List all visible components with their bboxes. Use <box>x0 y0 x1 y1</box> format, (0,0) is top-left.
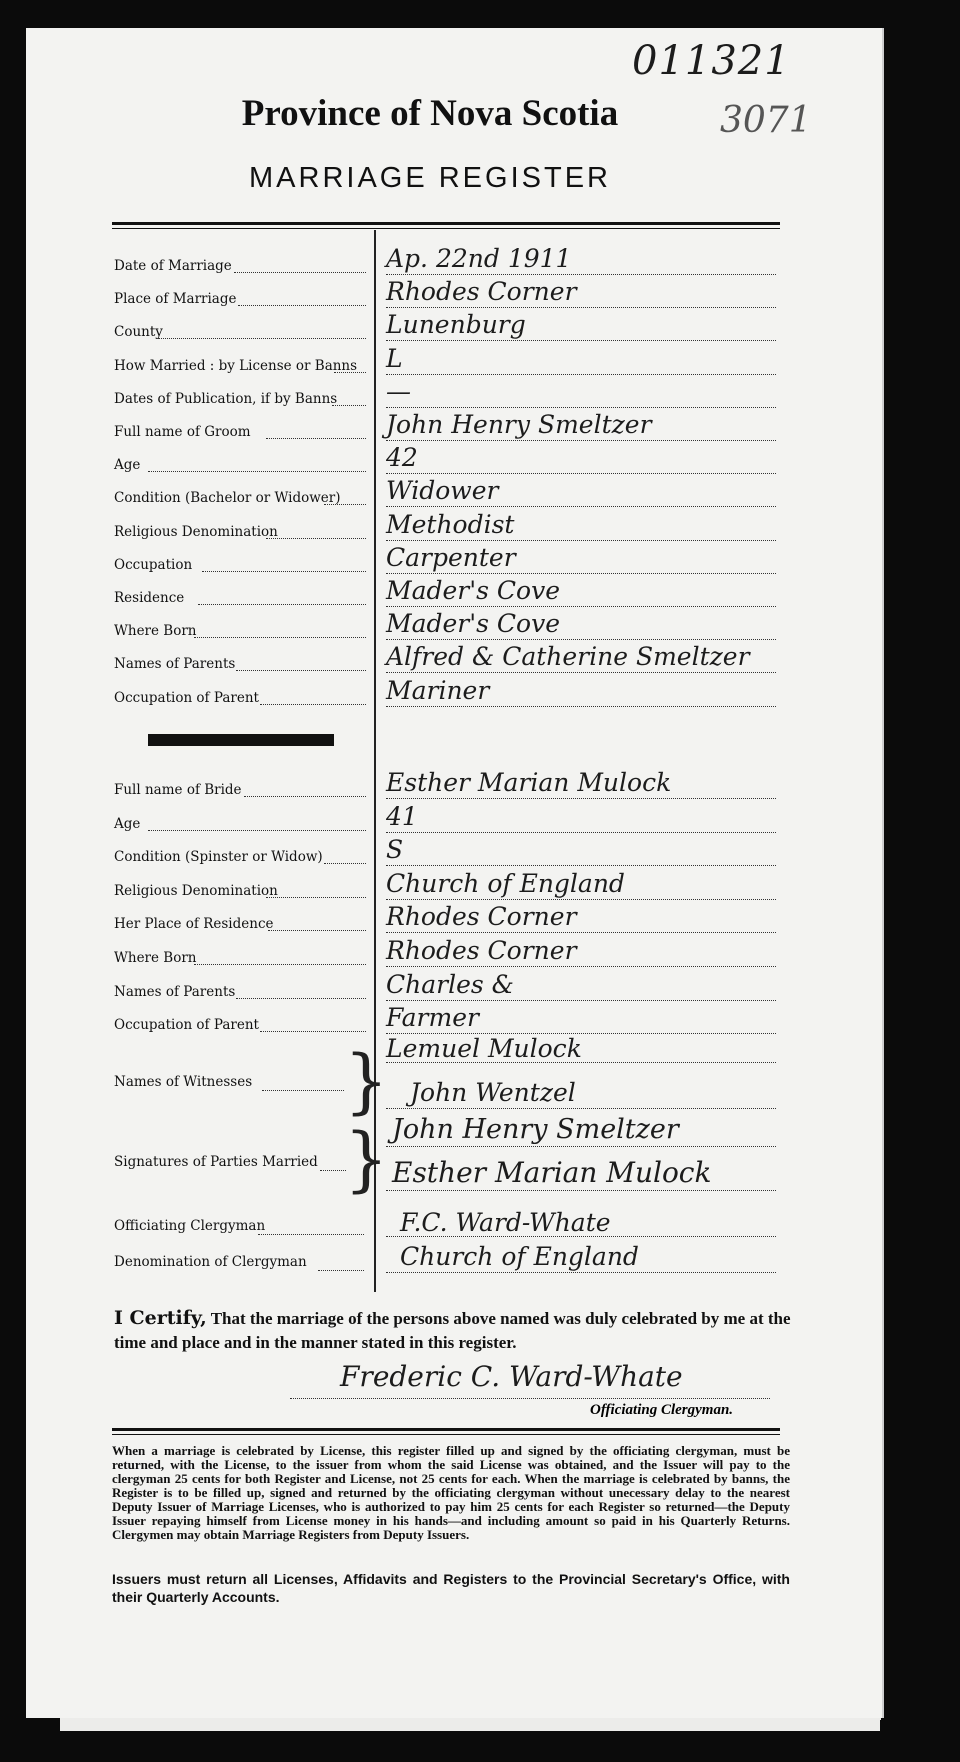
field-value-15: 41 <box>386 801 418 831</box>
clergy-denomination-value-line <box>386 1272 776 1273</box>
clergy-denomination-label-dots <box>318 1270 364 1271</box>
field-label-18: Her Place of Residence <box>114 916 274 933</box>
clergyman-label-dots <box>258 1234 364 1235</box>
field-value-0: Ap. 22nd 1911 <box>386 244 572 273</box>
top-double-rule-1 <box>112 222 780 225</box>
field-value-line <box>386 706 776 707</box>
field-value-line <box>386 966 776 967</box>
field-label-dots <box>332 405 366 406</box>
certify-text: That the marriage of the persons above named was duly celebrated by me at the time and place and in the manner stated in this register. <box>114 1309 791 1352</box>
field-label-7: Condition (Bachelor or Widower) <box>114 490 341 507</box>
field-value-12: Alfred & Catherine Smeltzer <box>386 642 750 672</box>
witness-2-line <box>386 1108 776 1109</box>
witness-1: Lemuel Mulock <box>386 1034 582 1063</box>
field-label-11: Where Born <box>114 623 197 640</box>
field-value-line <box>386 506 776 507</box>
field-value-13: Mariner <box>386 675 490 705</box>
field-label-1: Place of Marriage <box>114 291 237 308</box>
issuers-notice: Issuers must return all Licenses, Affidavits and Registers to the Provincial Secretary's Office, with their Quarterly Accounts. <box>112 1571 790 1605</box>
field-value-line <box>386 307 776 308</box>
field-value-5: John Henry Smeltzer <box>386 410 652 439</box>
field-value-1: Rhodes Corner <box>386 277 577 307</box>
field-value-7: Widower <box>386 476 499 506</box>
field-label-dots <box>266 538 366 539</box>
field-label-0: Date of Marriage <box>114 258 232 274</box>
field-value-line <box>386 440 776 441</box>
field-value-line <box>386 798 776 799</box>
field-label-dots <box>268 930 366 931</box>
field-label-dots <box>334 372 366 373</box>
signatures-label-dots <box>320 1170 346 1171</box>
field-value-line <box>386 899 776 900</box>
certification-statement <box>114 1306 794 1355</box>
certify-lead: I Certify, <box>114 1307 207 1329</box>
field-label-dots <box>234 272 366 273</box>
field-label-21: Occupation of Parent <box>114 1017 259 1034</box>
groom-signature-line <box>386 1146 776 1147</box>
field-label-6: Age <box>114 457 141 474</box>
field-value-line <box>386 540 776 541</box>
field-label-dots <box>236 998 366 999</box>
field-value-line <box>386 832 776 833</box>
officiant-caption: Officiating Clergyman. <box>590 1402 734 1418</box>
field-value-9: Carpenter <box>386 542 516 572</box>
field-label-12: Names of Parents <box>114 656 236 673</box>
signatures-brace: } <box>344 1118 389 1200</box>
field-label-dots <box>148 830 366 831</box>
field-label-dots <box>194 637 366 638</box>
field-value-line <box>386 374 776 375</box>
witnesses-brace: } <box>344 1040 389 1122</box>
field-label-9: Occupation <box>114 556 193 573</box>
register-number: 011321 <box>632 38 791 84</box>
field-label-dots <box>158 338 366 339</box>
field-label-dots <box>244 796 366 797</box>
field-value-line <box>386 473 776 474</box>
witness-2: John Wentzel <box>410 1078 576 1107</box>
bride-signature: Esther Marian Mulock <box>392 1156 712 1189</box>
field-label-dots <box>324 504 366 505</box>
officiant-signature: Frederic C. Ward-Whate <box>340 1360 683 1393</box>
register-subtitle: MARRIAGE REGISTER <box>249 162 611 194</box>
field-value-line <box>386 1000 776 1001</box>
field-value-line <box>386 672 776 673</box>
clergyman-label: Officiating Clergyman <box>114 1218 266 1234</box>
field-value-19: Rhodes Corner <box>386 936 577 965</box>
province-title: Province of Nova Scotia <box>241 93 619 134</box>
field-value-11: Mader's Cove <box>386 609 560 639</box>
field-label-4: Dates of Publication, if by Banns <box>114 390 338 407</box>
field-label-3: How Married : by License or Banns <box>114 357 358 374</box>
clergy-denomination-label: Denomination of Clergyman <box>114 1254 307 1270</box>
field-label-2: County <box>114 324 163 341</box>
field-label-19: Where Born <box>114 950 197 966</box>
field-value-21: Farmer <box>386 1003 479 1033</box>
field-label-dots <box>238 305 366 306</box>
field-label-dots <box>202 571 366 572</box>
field-label-dots <box>266 897 366 898</box>
field-label-dots <box>324 863 366 864</box>
bottom-double-rule-2 <box>112 1434 780 1435</box>
field-value-line <box>386 407 776 408</box>
field-value-18: Rhodes Corner <box>386 902 577 932</box>
witnesses-label-dots <box>262 1090 344 1091</box>
field-value-17: Church of England <box>386 868 625 898</box>
field-value-4: — <box>386 376 411 406</box>
field-label-dots <box>260 704 366 705</box>
field-label-dots <box>148 471 366 472</box>
field-label-17: Religious Denomination <box>114 882 278 899</box>
field-label-dots <box>266 438 366 439</box>
field-label-5: Full name of Groom <box>114 424 251 440</box>
field-label-14: Full name of Bride <box>114 782 242 798</box>
clergyman-value: F.C. Ward-Whate <box>400 1208 611 1237</box>
field-value-2: Lunenburg <box>386 310 526 340</box>
signatures-label: Signatures of Parties Married <box>114 1154 318 1170</box>
return-instructions: When a marriage is celebrated by License, this register filled up and signed by the officiating clergyman, must be returned, with the License, to the issuer from whom the said License was obtained, and the Issuer will pay to the clergyman 25 cents for both Register and License, not 25 cents for each. When the marriage is celebrated by banns, the Register is to be filled up, signed and returned by the officiating clergyman without unecessary delay to the nearest Deputy Issuer of Marriage Licenses, who is authorized to pay him 25 cents for each Register so returned—the Deputy Issuer repaying himself from License money in his hands—and including amount so paid in his Quarterly Returns. Clergymen may obtain Marriage Registers from Deputy Issuers. <box>112 1443 790 1542</box>
officiant-signature-line <box>290 1398 770 1399</box>
secondary-number: 3071 <box>720 100 812 141</box>
field-value-line <box>386 573 776 574</box>
clergyman-value-line <box>386 1236 776 1237</box>
field-value-10: Mader's Cove <box>386 576 560 605</box>
bride-section-divider <box>148 734 334 746</box>
field-value-line <box>386 340 776 341</box>
field-label-8: Religious Denomination <box>114 523 278 540</box>
field-value-line <box>386 865 776 866</box>
clergy-denomination-value: Church of England <box>400 1242 639 1271</box>
field-label-dots <box>260 1031 366 1032</box>
field-value-14: Esther Marian Mulock <box>386 768 672 797</box>
field-value-line <box>386 932 776 933</box>
field-label-10: Residence <box>114 590 185 606</box>
witness-1-line <box>386 1062 776 1063</box>
field-label-dots <box>236 670 366 671</box>
field-label-13: Occupation of Parent <box>114 689 259 706</box>
field-label-dots <box>194 964 366 965</box>
field-value-8: Methodist <box>386 509 515 539</box>
field-value-line <box>386 274 776 275</box>
field-value-line <box>386 606 776 607</box>
field-label-20: Names of Parents <box>114 983 236 1000</box>
field-label-15: Age <box>114 815 141 832</box>
witnesses-label: Names of Witnesses <box>114 1074 253 1090</box>
field-value-20: Charles & <box>386 969 514 999</box>
top-double-rule-2 <box>112 228 780 229</box>
field-label-dots <box>198 604 366 605</box>
field-label-16: Condition (Spinster or Widow) <box>114 849 323 866</box>
bride-signature-line <box>386 1190 776 1191</box>
groom-signature: John Henry Smeltzer <box>392 1114 679 1145</box>
field-value-3: L <box>386 343 403 373</box>
field-value-16: S <box>386 835 404 865</box>
field-value-line <box>386 639 776 640</box>
bottom-double-rule-1 <box>112 1428 780 1431</box>
field-value-6: 42 <box>386 443 418 473</box>
